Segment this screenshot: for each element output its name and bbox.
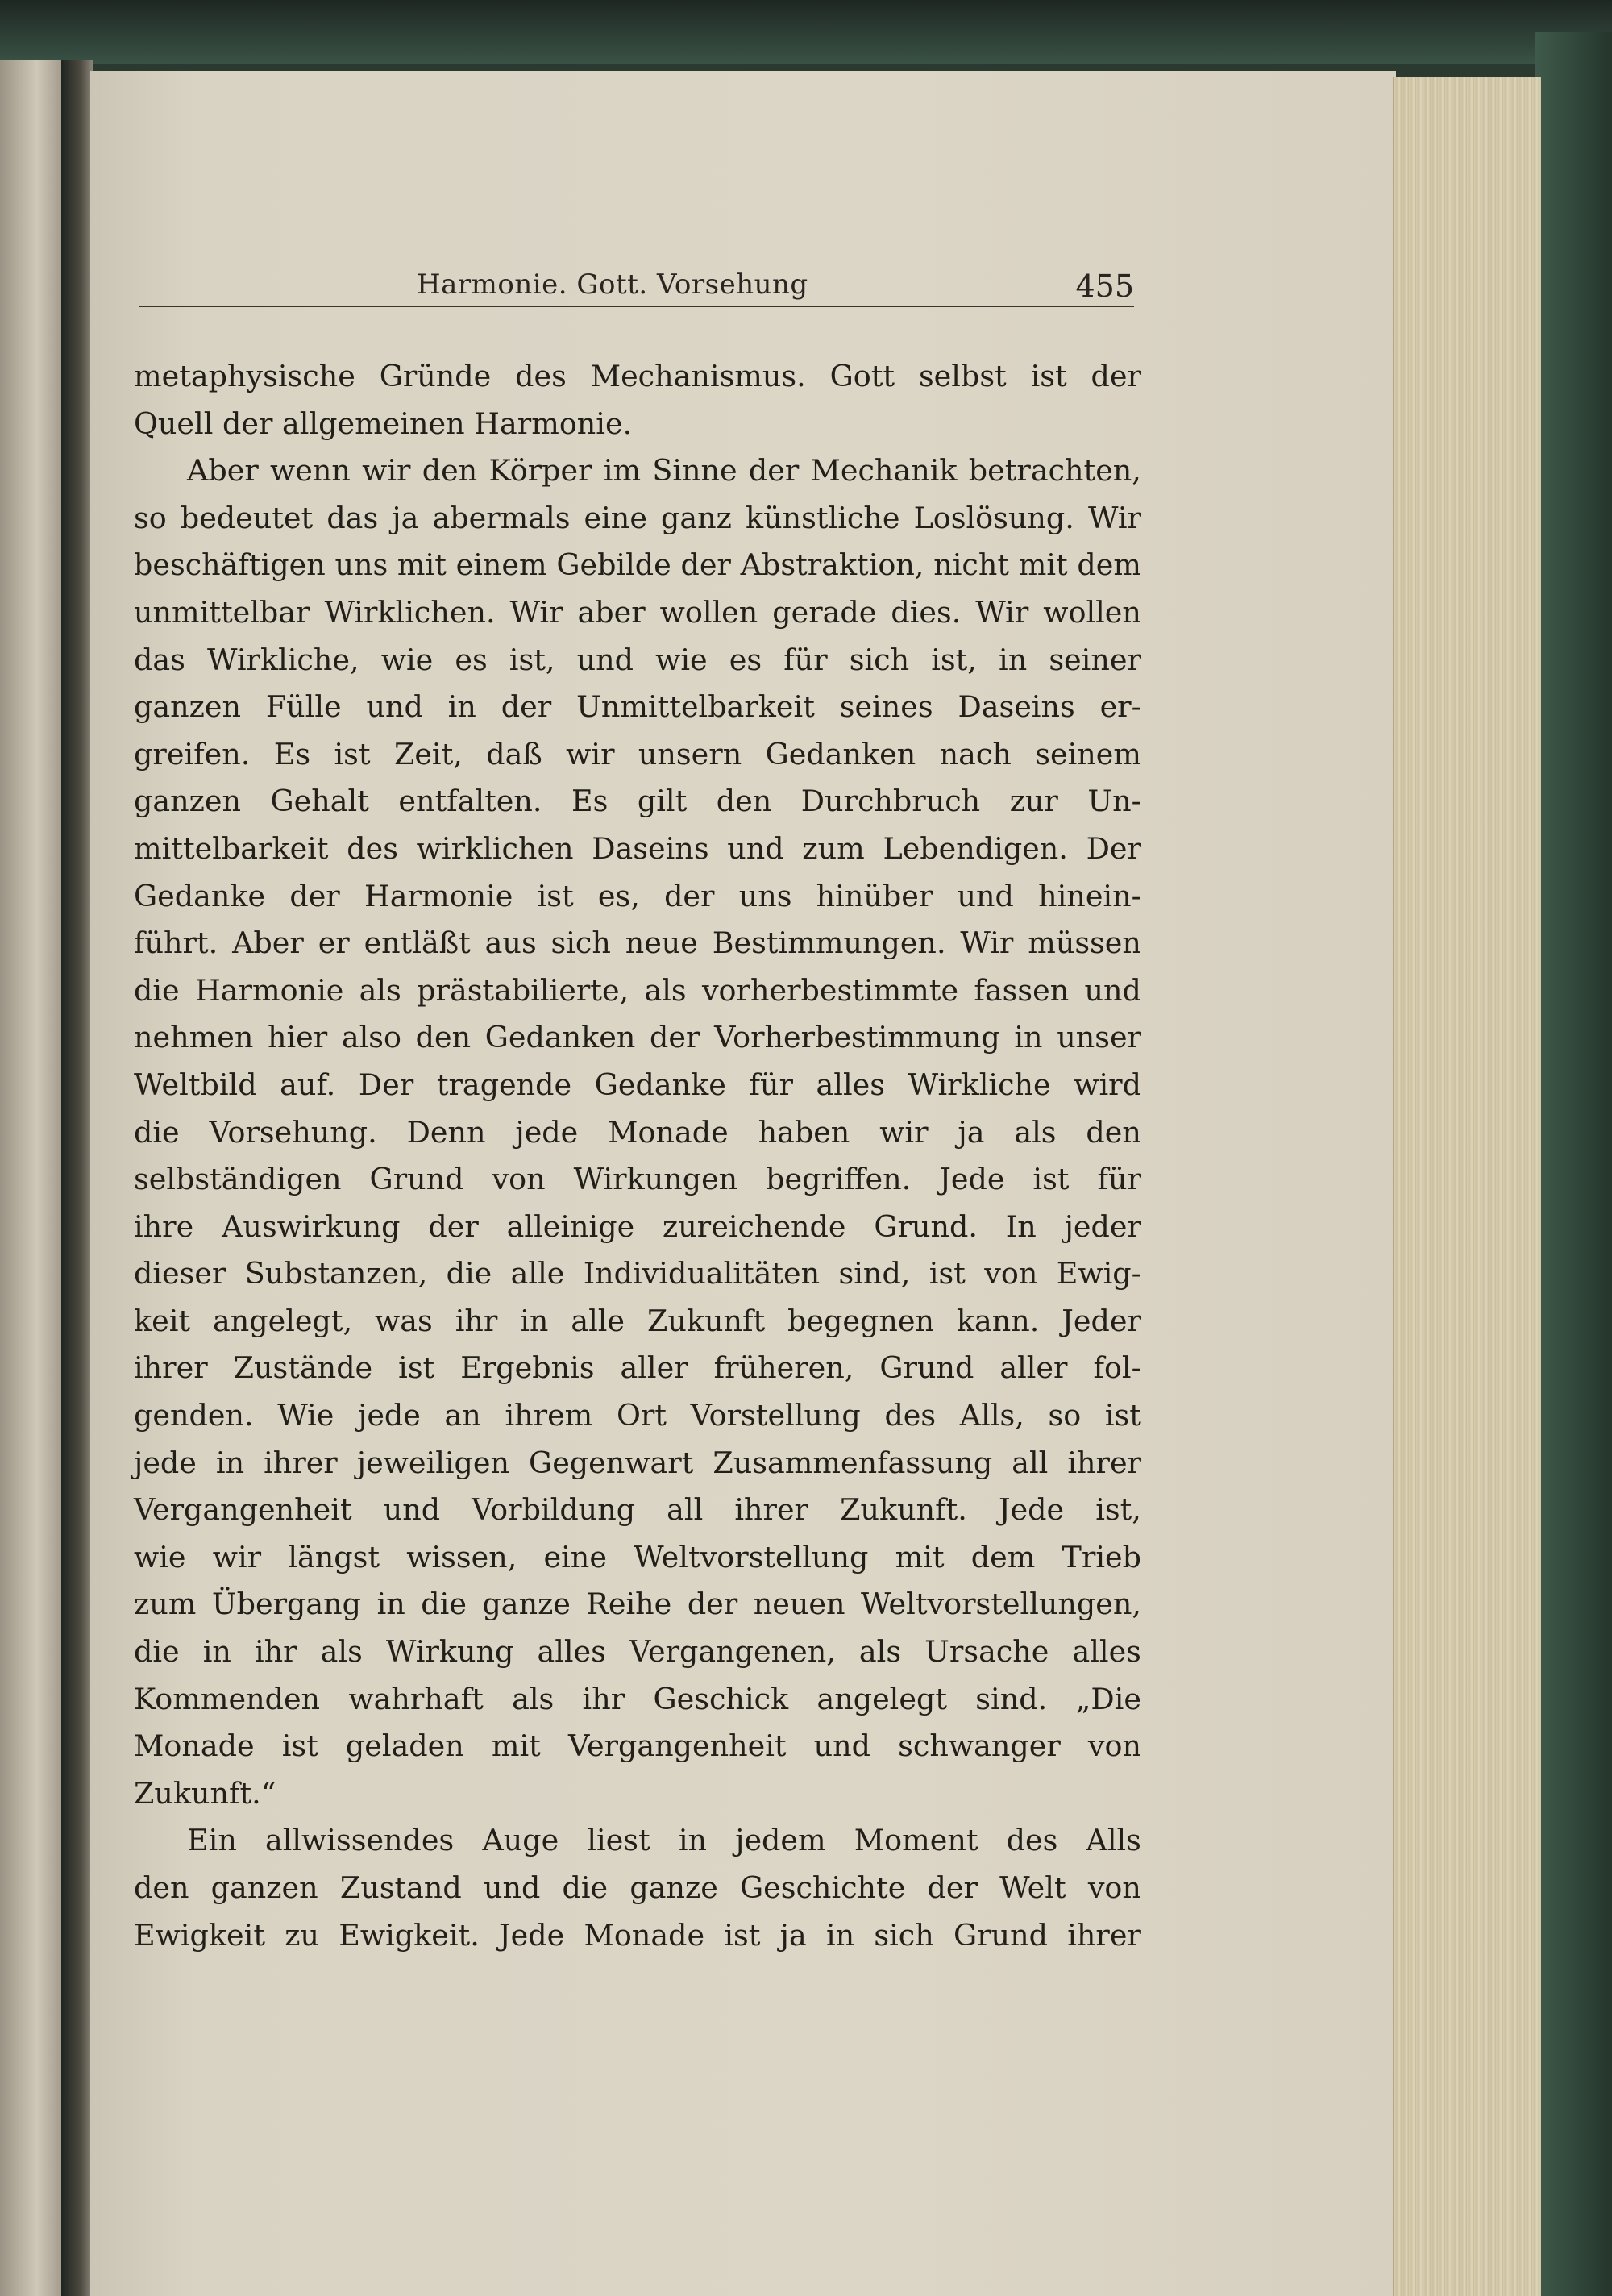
text-line: die Harmonie als prästabilierte, als vorherbestimmte fassen und — [134, 972, 1141, 1008]
text-line: selbständigen Grund von Wirkungen begriffen. Jede ist für — [134, 1162, 1141, 1197]
text-line: das Wirkliche, wie es ist, und wie es für sich ist, in seiner — [134, 642, 1141, 677]
text-line: greifen. Es ist Zeit, daß wir unsern Gedanken nach seinem — [134, 736, 1141, 772]
text-line: Weltbild auf. Der tragende Gedanke für alles Wirkliche wird — [134, 1067, 1141, 1102]
text-line: die in ihr als Wirkung alles Vergangenen, als Ursache alles — [134, 1634, 1141, 1670]
text-line: wie wir längst wissen, eine Weltvorstellung mit dem Trieb — [134, 1539, 1141, 1574]
text-line: Vergangenheit und Vorbildung all ihrer Zukunft. Jede ist, — [134, 1492, 1141, 1528]
text-line: unmittelbar Wirklichen. Wir aber wollen gerade dies. Wir wollen — [134, 594, 1141, 630]
text-line: ganzen Gehalt entfalten. Es gilt den Durchbruch zur Un- — [134, 784, 1141, 819]
text-line: Monade ist geladen mit Vergangenheit und schwanger von — [134, 1728, 1141, 1764]
text-line: ihre Auswirkung der alleinige zureichende Grund. In jeder — [134, 1208, 1141, 1244]
text-line: den ganzen Zustand und die ganze Geschichte der Welt von — [134, 1870, 1141, 1905]
text-line: Ewigkeit zu Ewigkeit. Jede Monade ist ja in sich Grund ihrer — [134, 1917, 1141, 1953]
text-line: Quell der allgemeinen Harmonie. — [134, 406, 633, 441]
header-rule — [139, 306, 1134, 310]
text-line: ganzen Fülle und in der Unmittelbarkeit seines Daseins er- — [134, 689, 1141, 725]
body-text — [134, 353, 1141, 1959]
text-line: genden. Wie jede an ihrem Ort Vorstellung des Alls, so ist — [134, 1398, 1141, 1433]
text-line: Ein allwissendes Auge liest in jedem Moment des Alls — [187, 1823, 1141, 1858]
text-line: dieser Substanzen, die alle Individualitäten sind, ist von Ewig- — [134, 1256, 1141, 1292]
text-line: so bedeutet das ja abermals eine ganz künstliche Loslösung. Wir — [134, 500, 1141, 535]
text-line: Kommenden wahrhaft als ihr Geschick angelegt sind. „Die — [134, 1681, 1141, 1716]
text-line: Zukunft.“ — [134, 1775, 276, 1811]
text-line: keit angelegt, was ihr in alle Zukunft begegnen kann. Jeder — [134, 1303, 1141, 1338]
page-block-edges — [1393, 77, 1541, 2296]
text-line: nehmen hier also den Gedanken der Vorherbestimmung in unser — [134, 1020, 1141, 1055]
running-title: Harmonie. Gott. Vorsehung — [417, 268, 808, 301]
text-line: Gedanke der Harmonie ist es, der uns hinüber und hinein- — [134, 878, 1141, 913]
page-number: 455 — [1075, 268, 1134, 304]
text-line: die Vorsehung. Denn jede Monade haben wir ja als den — [134, 1114, 1141, 1150]
text-line: führt. Aber er entläßt aus sich neue Bestimmungen. Wir müssen — [134, 925, 1141, 961]
page-header — [139, 262, 1134, 310]
text-line: Aber wenn wir den Körper im Sinne der Mechanik betrachten, — [187, 453, 1141, 489]
book-cover-right — [1535, 32, 1612, 2296]
text-line: beschäftigen uns mit einem Gebilde der Abstraktion, nicht mit dem — [134, 547, 1141, 583]
book-gutter — [61, 60, 93, 2296]
book-cover-top — [0, 0, 1612, 64]
text-line: metaphysische Gründe des Mechanismus. Gott selbst ist der — [134, 359, 1141, 393]
left-page-edge — [0, 60, 61, 2296]
text-line: jede in ihrer jeweiligen Gegenwart Zusammenfassung all ihrer — [134, 1445, 1141, 1480]
text-line: ihrer Zustände ist Ergebnis aller früheren, Grund aller fol- — [134, 1350, 1141, 1386]
text-line: zum Übergang in die ganze Reihe der neuen Weltvorstellungen, — [134, 1587, 1141, 1622]
text-line: mittelbarkeit des wirklichen Daseins und zum Lebendigen. Der — [134, 830, 1141, 866]
